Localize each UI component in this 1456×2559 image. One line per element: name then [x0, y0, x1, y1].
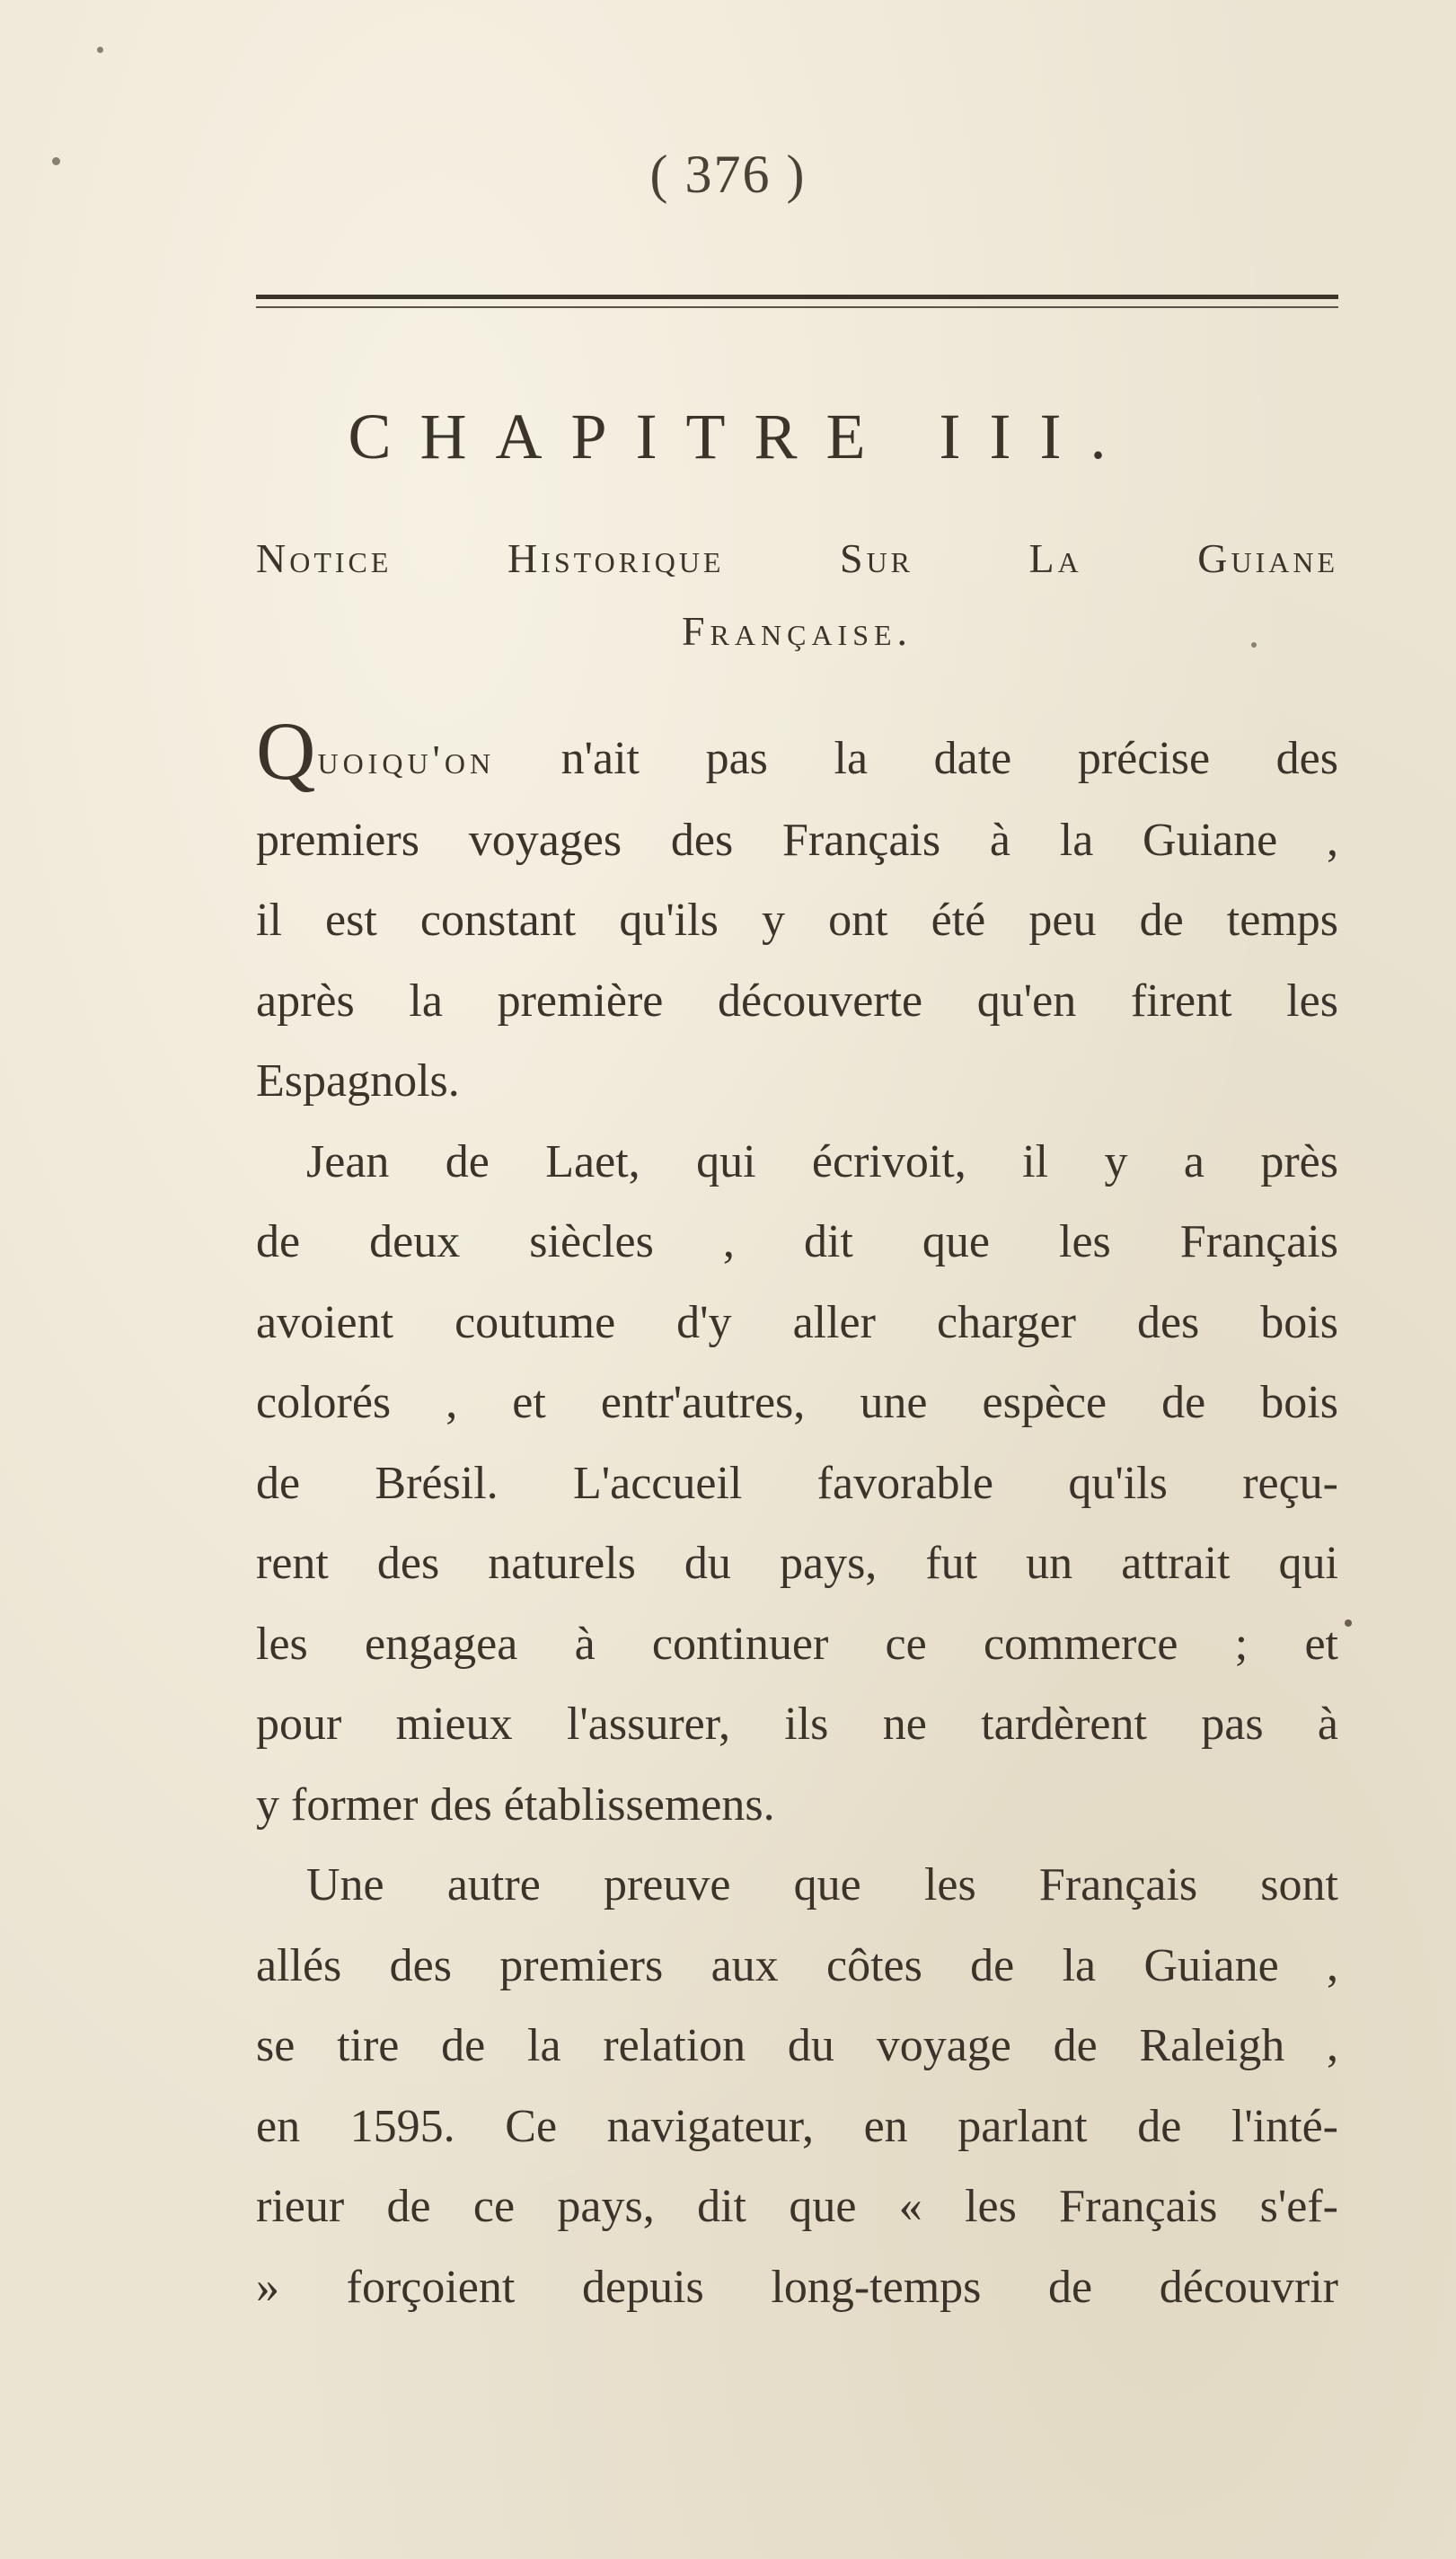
heading-word: historique [507, 535, 725, 581]
paper-speck [1345, 1619, 1352, 1627]
heading-word: guiane [1197, 535, 1338, 581]
text-line: allés des premiers aux côtes de la Guiane , [256, 1939, 1338, 1991]
drop-cap: Q [256, 719, 316, 797]
text-line: de Brésil. L'accueil favorable qu'ils reçu- [256, 1457, 1338, 1509]
text-line: de deux siècles , dit que les Français [256, 1216, 1338, 1267]
heading-word: Notice [256, 535, 393, 581]
heading-word: la [1028, 535, 1082, 581]
text-line: » forçoient depuis long-temps de découvrir [256, 2261, 1338, 2313]
text-line: Jean de Laet, qui écrivoit, il y a près [306, 1135, 1338, 1187]
text-line: Espagnols. [256, 1055, 460, 1107]
section-heading-line2: Française. [681, 608, 913, 654]
header-rule-thin [256, 306, 1338, 308]
text-line: en 1595. Ce navigateur, en parlant de l'inté- [256, 2100, 1338, 2152]
chapter-title: CHAPITRE III. [348, 401, 1135, 472]
text-line: colorés , et entr'autres, une espèce de bois [256, 1377, 1338, 1428]
text-line: Une autre preuve que les Français sont [306, 1859, 1338, 1910]
text-line: pour mieux l'assurer, ils ne tardèrent pas à [256, 1699, 1338, 1750]
text-line: après la première découverte qu'en firent les [256, 975, 1338, 1027]
small-caps-word: uoiqu'on [317, 737, 496, 782]
paper-speck [97, 47, 103, 53]
paragraph-2 [256, 1122, 1338, 1846]
section-heading-line1 [256, 534, 1338, 582]
header-rule-thick [256, 295, 1338, 299]
text-line: rieur de ce pays, dit que « les Français s'ef- [256, 2181, 1338, 2232]
text-line: les engagea à continuer ce commerce ; et [256, 1618, 1338, 1670]
text-line: y former des établissemens. [256, 1778, 775, 1831]
text-line: premiers voyages des Français à la Guiane , [256, 814, 1338, 866]
text-line-rest: n'ait pas la date précise des [495, 733, 1338, 784]
heading-word: sur [839, 535, 914, 581]
text-line [256, 719, 1338, 800]
paragraph-3 [256, 1845, 1338, 2327]
text-line: se tire de la relation du voyage de Raleigh , [256, 2020, 1338, 2071]
page-number: ( 376 ) [649, 145, 807, 204]
section-heading [256, 534, 1338, 655]
text-line: avoient coutume d'y aller charger des bois [256, 1296, 1338, 1348]
paragraph-1 [256, 719, 1338, 1122]
text-line: il est constant qu'ils y ont été peu de temps [256, 895, 1338, 946]
body-text [256, 719, 1338, 2327]
text-line: rent des naturels du pays, fut un attrait qui [256, 1538, 1338, 1589]
